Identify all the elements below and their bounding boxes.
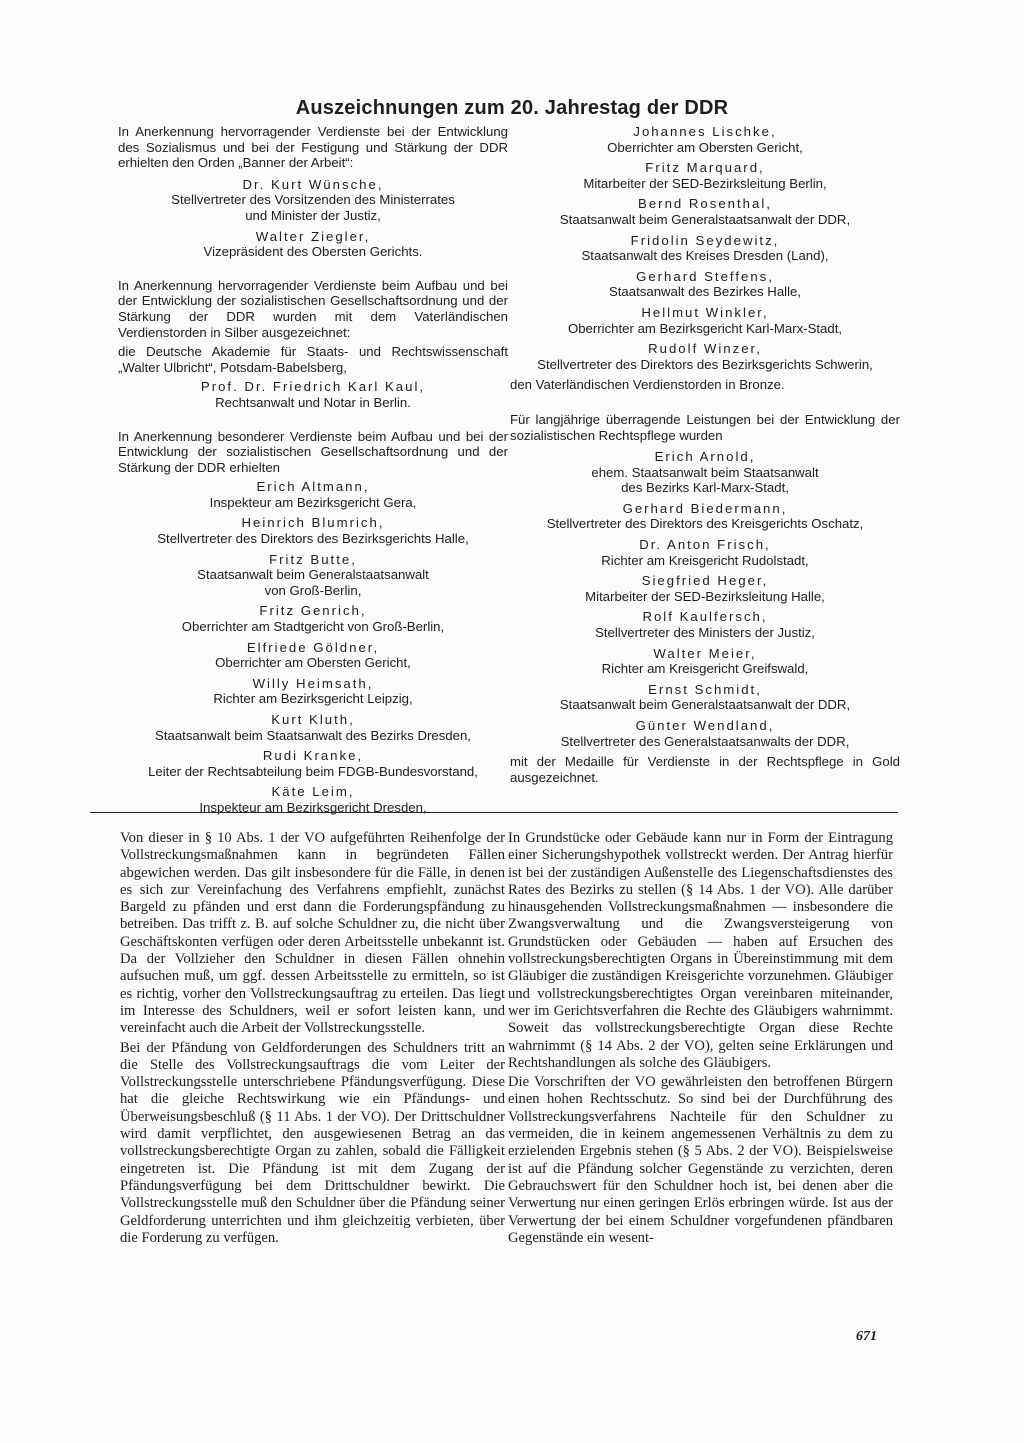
awardee-position: Richter am Kreisgericht Greifswald, [601, 661, 809, 677]
awardee-name: Erich Altmann, [256, 479, 370, 495]
award-entry [118, 515, 508, 546]
award-entry [118, 229, 508, 260]
award-entry [510, 124, 900, 155]
awardee-name: Elfriede Göldner, [246, 639, 380, 655]
award-entry [118, 640, 508, 671]
awardee-name: Walter Ziegler, [255, 228, 371, 244]
awardee-name: Rudi Kranke, [262, 748, 364, 764]
awardee-position: Staatsanwalt beim Generalstaatsanwalt der DDR, [559, 697, 851, 713]
awardee-position: Oberrichter am Bezirksgericht Karl-Marx-Stadt, [567, 320, 843, 336]
award-entry [510, 573, 900, 604]
awardee-name: Ernst Schmidt, [648, 681, 762, 697]
paragraph: Die Vorschriften der VO gewährleisten den betroffenen Bürgern einen hohen Rechtsschutz. So sind bei der Durchführung des Vollstreckungsverfahrens Nachteile für den Schuldner zu vermeiden, die in keinem angemessenen Verhältnis zu dem zu erzielenden Ergebnis stehen (§ 5 Abs. 2 der VO). Beispielsweise ist auf die Pfändung solcher Gegenstände zu verzichten, deren Gebrauchswert für den Schuldner hoch ist, bei denen aber die Verwertung nur einen geringen Erlös erbringen würde. Ist aus der Verwertung der bei einem Schuldner vorgefundenen pfändbaren Gegenstände ein wesent- [508, 1074, 893, 1246]
awardee-position: des Bezirks Karl-Marx-Stadt, [621, 480, 789, 496]
intro-verdienstorden-silber: In Anerkennung hervorragender Verdienste beim Aufbau und bei der Entwicklung der sozialistischen Gesellschaftsordnung und der Stärkung der DDR wurden mit dem Vaterländischen Verdienstorden in Silber ausgezeichnet: [118, 277, 508, 340]
intro-akademie: die Deutsche Akademie für Staats- und Rechtswissenschaft „Walter Ulbricht“, Potsdam-Babelsberg, [118, 344, 508, 375]
award-entry [510, 682, 900, 713]
award-entry [510, 305, 900, 336]
awardee-position: und Minister der Justiz, [245, 207, 381, 223]
awardee-position: Staatsanwalt beim Generalstaatsanwalt der DDR, [559, 211, 851, 227]
article-column-left [120, 830, 505, 1249]
awardee-position: Stellvertreter des Vorsitzenden des Ministerrates [171, 192, 455, 208]
awards-left-column [118, 124, 508, 821]
award-entry [510, 501, 900, 532]
awardee-position: Leiter der Rechtsabteilung beim FDGB-Bundesvorstand, [148, 763, 478, 779]
award-entry [510, 341, 900, 372]
section-divider [90, 812, 898, 813]
awardee-position: Staatsanwalt des Bezirkes Halle, [608, 284, 802, 300]
awardee-name: Rudolf Winzer, [648, 341, 762, 357]
awardee-position: Vizepräsident des Obersten Gerichts. [203, 244, 423, 260]
intro-banner-der-arbeit: In Anerkennung hervorragender Verdienste bei der Entwicklung des Sozialismus und bei der Festigung und Stärkung der DDR erhielten den Orden „Banner der Arbeit“: [118, 124, 508, 171]
award-list [118, 177, 508, 260]
page-number: 671 [856, 1329, 877, 1344]
award-entry [118, 379, 508, 410]
awardee-position: Mitarbeiter der SED-Bezirksleitung Berlin, [583, 175, 827, 191]
awardee-position: Mitarbeiter der SED-Bezirksleitung Halle, [585, 588, 825, 604]
awardee-name: Walter Meier, [653, 645, 757, 661]
awardee-name: Johannes Lischke, [633, 124, 777, 139]
awardee-name: Erich Arnold, [654, 449, 756, 465]
awardee-name: Käte Leim, [271, 784, 355, 800]
awardee-position: Stellvertreter des Direktors des Bezirksgerichts Schwerin, [537, 356, 873, 372]
award-entry [510, 718, 900, 749]
award-entry [118, 603, 508, 634]
awardee-position: Oberrichter am Obersten Gericht, [215, 655, 411, 671]
awardee-position: Stellvertreter des Ministers der Justiz, [595, 625, 815, 641]
outro-medaille-gold: mit der Medaille für Verdienste in der Rechtspflege in Gold ausgezeichnet. [510, 754, 900, 785]
awardee-name: Prof. Dr. Friedrich Karl Kaul, [200, 379, 426, 395]
awardee-position: Stellvertreter des Direktors des Kreisgerichts Oschatz, [546, 516, 864, 532]
awardee-position: Oberrichter am Stadtgericht von Groß-Berlin, [181, 619, 445, 635]
awardee-position: Stellvertreter des Direktors des Bezirksgerichts Halle, [157, 531, 469, 547]
award-entry [118, 177, 508, 224]
award-list [510, 449, 900, 749]
awardee-position: Staatsanwalt beim Generalstaatsanwalt [197, 567, 429, 583]
intro-besondere-verdienste: In Anerkennung besonderer Verdienste beim Aufbau und bei der Entwicklung der sozialistischen Gesellschaftsordnung und der Stärkung der DDR erhielten [118, 428, 508, 475]
award-entry [510, 160, 900, 191]
award-entry [510, 233, 900, 264]
award-entry [510, 449, 900, 496]
awardee-position: ehem. Staatsanwalt beim Staatsanwalt [591, 464, 819, 480]
award-list [118, 479, 508, 815]
awardee-position: Oberrichter am Obersten Gericht, [607, 139, 803, 155]
award-entry [510, 609, 900, 640]
awardee-name: Fritz Butte, [269, 551, 357, 567]
paragraph: In Grundstücke oder Gebäude kann nur in Form der Eintragung einer Sicherungshypothek vollstreckt werden. Der Antrag hierfür ist bei der zuständigen Außenstelle des Liegenschaftsdienstes des Rates des Bezirks zu stellen (§ 14 Abs. 1 der VO). Alle darüber hinausgehenden Vollstreckungsmaßnahmen — insbesondere die Zwangsverwaltung und die Zwangsversteigerung von Grundstücken oder Gebäuden — haben auf Ersuchen des vollstreckungsberechtigten Organs in Übereinstimmung mit dem Gläubiger die zuständigen Kreisgerichte vorzunehmen. Gläubiger und vollstreckungsberechtigtes Organ vereinbaren miteinander, wer im Gerichtsverfahren die Rechte des Gläubigers wahrnimmt. Soweit das vollstreckungsberechtigte Organ diese Rechte wahrnimmt (§ 14 Abs. 2 der VO), gelten seine Erklärungen und Rechtshandlungen als solche des Gläubigers. [508, 830, 893, 1071]
awardee-name: Siegfried Heger, [641, 573, 769, 589]
award-entry [118, 676, 508, 707]
awardee-position: Inspekteur am Bezirksgericht Dresden, [199, 799, 427, 815]
awardee-name: Rolf Kaulfersch, [642, 609, 768, 625]
awardee-position: Richter am Bezirksgericht Leipzig, [213, 691, 413, 707]
award-list [510, 124, 900, 372]
paragraph: Bei der Pfändung von Geldforderungen des Schuldners tritt an die Stelle des Vollstreckungsauftrags die vom Leiter der Vollstreckungsstelle unterschriebene Pfändungsverfügung. Diese hat die gleiche Rechtswirkung wie ein Pfändungs- und Überweisungsbeschluß (§ 11 Abs. 1 der VO). Der Drittschuldner wird damit verpflichtet, den ausgewiesenen Betrag an das vollstreckungsberechtigte Organ zu zahlen, sobald die Fälligkeit eingetreten ist. Die Pfändung ist mit dem Zugang der Pfändungsverfügung bei dem Drittschuldner bewirkt. Die Vollstreckungsstelle muß den Schuldner über die Pfändung seiner Geldforderung unterrichten und ihm gleichzeitig verbieten, über die Forderung zu verfügen. [120, 1039, 505, 1246]
awardee-name: Fritz Marquard, [645, 160, 765, 176]
awardee-name: Kurt Kluth, [271, 712, 355, 727]
award-entry [118, 479, 508, 510]
article-column-right [508, 830, 893, 1249]
award-entry [510, 537, 900, 568]
awardee-position: Richter am Kreisgericht Rudolstadt, [601, 552, 809, 568]
awards-right-column [510, 124, 900, 791]
awardee-name: Dr. Anton Frisch, [639, 537, 771, 553]
awardee-position: Stellvertreter des Generalstaatsanwalts der DDR, [560, 733, 850, 749]
awardee-position: Staatsanwalt beim Staatsanwalt des Bezirks Dresden, [155, 727, 471, 743]
paragraph: Von dieser in § 10 Abs. 1 der VO aufgeführten Reihenfolge der Vollstreckungsmaßnahmen kann in begründeten Fällen abgewichen werden. Das gilt insbesondere für die Fälle, in denen es sich zur Vereinfachung des Verfahrens empfiehlt, zunächst Bargeld zu pfänden und erst dann die Forderungspfändung zu betreiben. Das trifft z. B. auf solche Schuldner zu, die nicht über Geschäftskonten verfügen oder deren Arbeitsstelle unbekannt ist. Da der Vollzieher den Schuldner in diesen Fällen ohnehin aufsuchen muß, um ggf. dessen Arbeitsstelle zu ermitteln, so ist es richtig, vorher den Vollstreckungsauftrag zu erteilen. Das liegt im Interesse des Schuldners, weil er sofort leisten kann, und vereinfacht auch die Arbeit der Vollstreckungsstelle. [120, 830, 505, 1037]
award-entry [118, 712, 508, 743]
awardee-position: von Groß-Berlin, [264, 582, 362, 598]
awardee-name: Hellmut Winkler, [641, 304, 769, 320]
award-entry [118, 748, 508, 779]
awardee-name: Bernd Rosenthal, [638, 196, 772, 212]
award-entry [510, 196, 900, 227]
awardee-name: Dr. Kurt Wünsche, [242, 176, 384, 192]
awardee-name: Willy Heimsath, [252, 675, 374, 691]
awardee-position: Rechtsanwalt und Notar in Berlin. [215, 394, 411, 410]
award-entry [118, 552, 508, 599]
awardee-name: Gerhard Biedermann, [622, 500, 788, 516]
outro-verdienstorden-bronze: den Vaterländischen Verdienstorden in Bronze. [510, 377, 785, 393]
awardee-position: Inspekteur am Bezirksgericht Gera, [209, 494, 417, 510]
intro-rechtspflege: Für langjährige überragende Leistungen bei der Entwicklung der sozialistischen Rechtspflege wurden [510, 411, 900, 443]
award-list [118, 379, 508, 410]
awardee-position: Staatsanwalt des Kreises Dresden (Land), [581, 248, 829, 264]
award-entry [118, 784, 508, 815]
award-entry [510, 646, 900, 677]
awardee-name: Fridolin Seydewitz, [630, 232, 780, 248]
award-entry [510, 269, 900, 300]
awardee-name: Günter Wendland, [635, 718, 775, 733]
awardee-name: Fritz Genrich, [259, 603, 367, 619]
awardee-name: Gerhard Steffens, [636, 268, 774, 284]
page-title: Auszeichnungen zum 20. Jahrestag der DDR [295, 97, 729, 120]
awardee-name: Heinrich Blumrich, [241, 515, 385, 531]
